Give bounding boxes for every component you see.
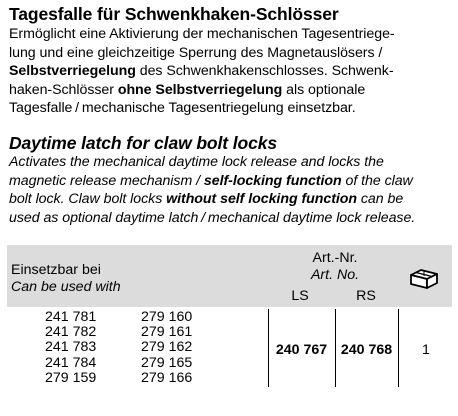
article-number-rs: 240 768 (340, 342, 393, 358)
compatible-list-col-2 (141, 310, 192, 386)
column-header-ls: LS (291, 288, 309, 304)
package-quantity: 1 (422, 342, 430, 358)
german-line-3-rest: des Schwenkhakenschlosses. Schwenk- (135, 63, 394, 80)
english-line-2-pre: magnetic release mechanism / (9, 172, 204, 189)
without-self-locking-term: ohne Selbstverriegelung (117, 81, 283, 98)
list-item: 279 160 (141, 309, 193, 325)
usable-with-label-de: Einsetzbar bei (11, 262, 101, 278)
compatible-list-col-1 (45, 310, 96, 386)
english-description (9, 153, 415, 227)
german-description (9, 25, 395, 118)
english-line-3-rest: can be (357, 191, 404, 208)
column-divider (398, 309, 399, 387)
german-title: Tagesfalle für Schwenkhaken-Schlösser (9, 4, 339, 24)
english-title: Daytime latch for claw bolt locks (9, 133, 278, 153)
german-line-3 (9, 62, 395, 81)
article-number-label-de: Art.-Nr. (312, 250, 358, 266)
english-line-2 (9, 172, 415, 191)
list-item: 279 159 (45, 369, 97, 386)
english-line-3 (9, 190, 415, 209)
without-self-locking-function-term: without self locking function (166, 191, 357, 208)
german-line-4-rest: als optionale (282, 81, 366, 98)
list-item: 241 781 (45, 309, 97, 325)
german-line-4-pre: haken-Schlösser (9, 81, 118, 98)
usable-with-label-en: Can be used with (11, 279, 121, 295)
list-item: 279 166 (141, 369, 193, 386)
self-locking-term: Selbstverriegelung (9, 63, 136, 80)
list-item: 279 165 (141, 354, 193, 371)
package-box-icon (408, 267, 440, 291)
list-item: 241 782 (45, 324, 97, 341)
german-line-1: Ermöglicht eine Aktivierung der mechanischen Tagesentriege- (9, 26, 395, 42)
german-line-5: Tagesfalle / mechanische Tagesentriegelung einsetzbar. (9, 100, 356, 117)
list-item: 241 783 (45, 339, 97, 356)
article-number-label-en: Art. No. (310, 267, 360, 283)
english-line-4: used as optional daytime latch / mechanical daytime lock release. (9, 209, 416, 226)
list-item: 279 161 (141, 324, 193, 341)
list-item: 241 784 (45, 354, 97, 371)
column-header-rs: RS (356, 288, 376, 304)
article-number-ls: 240 767 (275, 342, 328, 358)
german-line-2: lung und eine gleichzeitige Sperrung des Magnetauslösers / (9, 44, 383, 61)
list-item: 279 162 (141, 339, 193, 356)
english-line-1: Activates the mechanical daytime lock release and locks the (9, 154, 384, 170)
german-line-4 (9, 81, 395, 100)
english-line-3-pre: bolt lock. Claw bolt locks (9, 191, 167, 208)
english-line-2-rest: of the claw (341, 172, 413, 189)
self-locking-function-term: self-locking function (203, 172, 342, 189)
